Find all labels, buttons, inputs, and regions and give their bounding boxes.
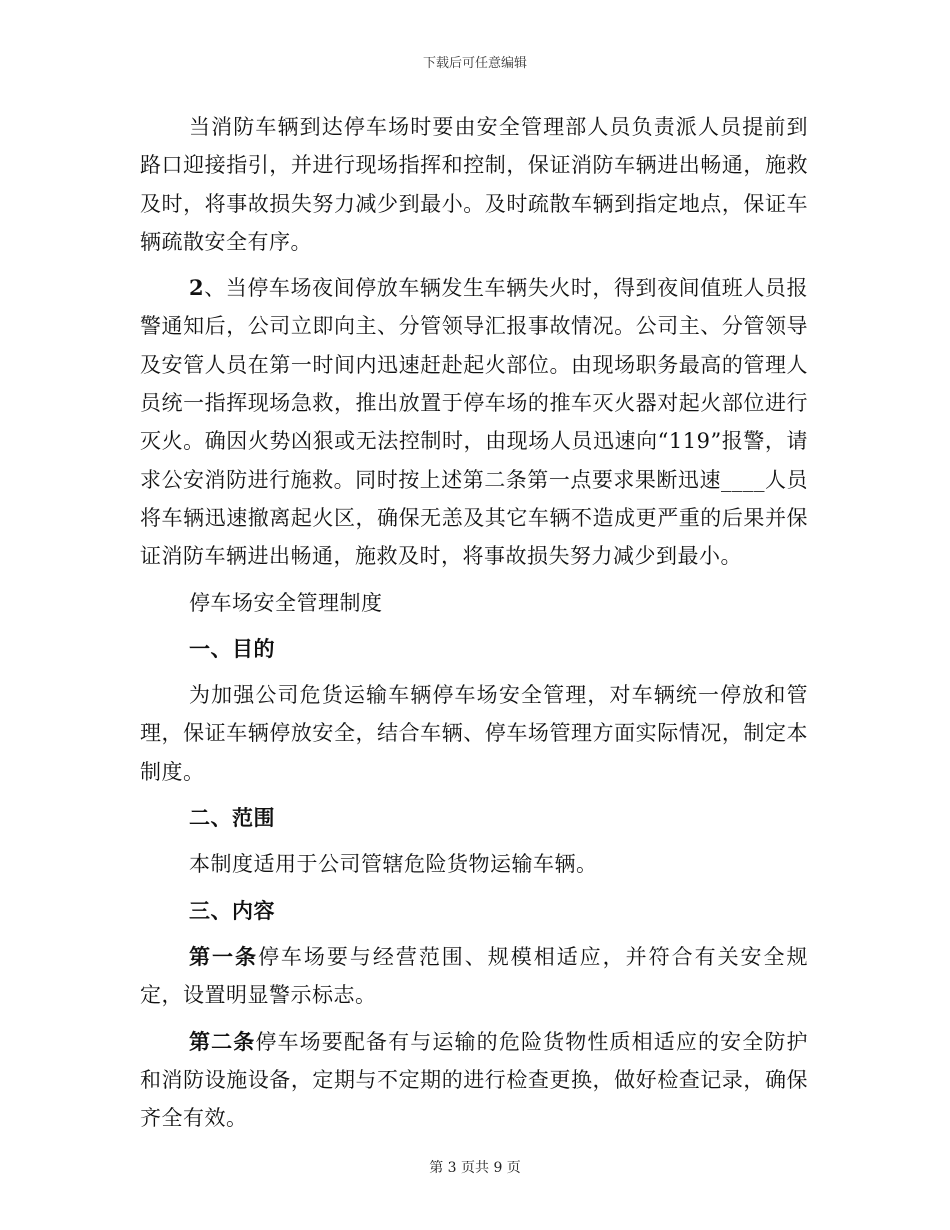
paragraph-purpose: 为加强公司危货运输车辆停车场安全管理，对车辆统一停放和管理，保证车辆停放安全，结合车辆、停车场管理方面实际情况，制定本制度。 bbox=[140, 683, 808, 784]
article-one bbox=[140, 938, 808, 1015]
page-header: 下载后可任意编辑 bbox=[422, 56, 527, 71]
section-title: 停车场安全管理制度 bbox=[189, 590, 383, 615]
article-two-label: 第二条 bbox=[189, 1028, 256, 1054]
page-footer: 第 3 页共 9 页 bbox=[429, 1160, 521, 1176]
article-one-label: 第一条 bbox=[189, 943, 258, 969]
paragraph-scope: 本制度适用于公司管辖危险货物运输车辆。 bbox=[189, 852, 598, 877]
article-two-text: 停车场要配备有与运输的危险货物性质相适应的安全防护和消防设施设备，定期与不定期的进行检查更换，做好检查记录，确保齐全有效。 bbox=[140, 1029, 808, 1131]
document-body bbox=[140, 108, 808, 1137]
paragraph-night-fire-text: 、当停车场夜间停放车辆发生车辆失火时，得到夜间值班人员报警通知后，公司立即向主、分管领导汇报事故情况。公司主、分管领导及安管人员在第一时间内迅速赶赴起火部位。由现场职务最高的管理人员统一指挥现场急救，推出放置于停车场的推车灭火器对起火部位进行灭火。确因火势凶狠或无法控制时，由现场人员迅速向“119”报警，请求公安消防进行施救。同时按上述第二条第一点要求果断迅速____人员将车辆迅速撤离起火区，确保无恙及其它车辆不造成更严重的后果并保证消防车辆进出畅通，施救及时，将事故损失努力减少到最小。 bbox=[140, 276, 808, 569]
heading-scope: 二、范围 bbox=[189, 805, 275, 831]
paragraph-night-fire bbox=[140, 269, 808, 575]
heading-content: 三、内容 bbox=[189, 897, 275, 923]
item-number: 2 bbox=[189, 275, 205, 301]
heading-purpose: 一、目的 bbox=[189, 635, 275, 661]
paragraph-fire-truck-arrival: 当消防车辆到达停车场时要由安全管理部人员负责派人员提前到路口迎接指引，并进行现场指挥和控制，保证消防车辆进出畅通，施救及时，将事故损失努力减少到最小。及时疏散车辆到指定地点，保证车辆疏散安全有序。 bbox=[140, 115, 808, 254]
article-one-text: 停车场要与经营范围、规模相适应，并符合有关安全规定，设置明显警示标志。 bbox=[140, 944, 809, 1008]
article-two bbox=[140, 1023, 808, 1138]
